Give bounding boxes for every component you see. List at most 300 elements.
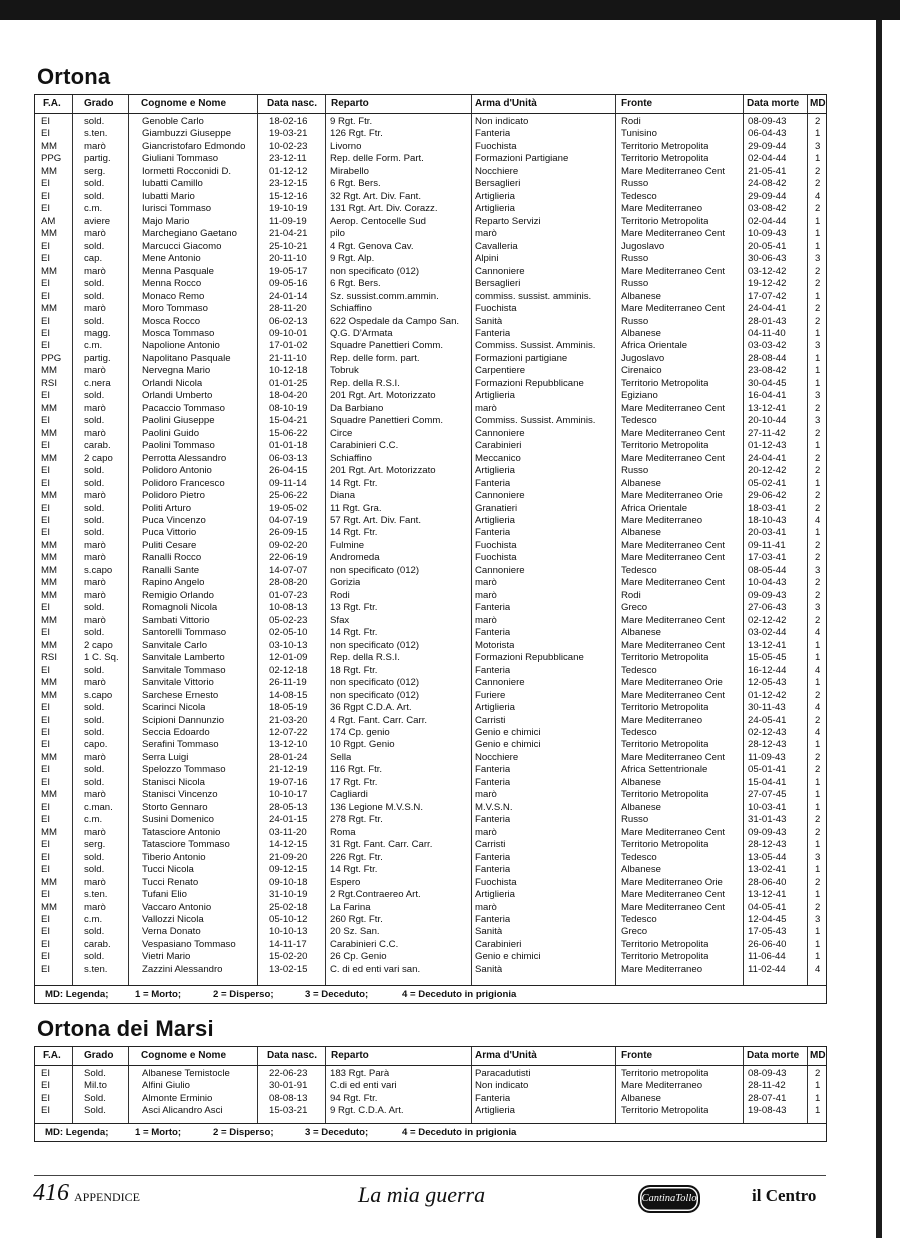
cell-data-nasc: 28-01-24 — [269, 751, 308, 763]
cell-fronte: Territorio Metropolita — [621, 652, 709, 664]
cell-grado: 1 C. Sq. — [84, 652, 119, 664]
cell-data-morte: 02-04-44 — [748, 153, 787, 165]
cell-fa: EI — [41, 664, 51, 676]
cell-cognome-nome: Tufani Elio — [142, 889, 187, 901]
cell-fronte: Mare Mediterraneo Cent — [621, 539, 725, 551]
table-row — [35, 665, 826, 677]
cell-cognome-nome: Genoble Carlo — [142, 116, 204, 127]
cell-grado: marò — [84, 789, 106, 801]
cell-arma: marò — [475, 826, 497, 838]
cell-grado: sold. — [84, 926, 105, 938]
cell-grado: carab. — [84, 440, 111, 452]
cell-fa: MM — [41, 614, 57, 626]
cell-fa: MM — [41, 365, 57, 377]
cell-fa: EI — [41, 315, 51, 327]
cell-reparto: Cagliardi — [330, 789, 368, 801]
cell-cognome-nome: Moro Tommaso — [142, 303, 208, 315]
table-row — [35, 428, 826, 440]
cell-md: 2 — [815, 714, 821, 726]
cell-md: 4 — [815, 963, 821, 975]
cell-data-nasc: 03-11-20 — [269, 826, 307, 838]
cell-reparto: pilo — [330, 228, 345, 240]
cell-cognome-nome: Asci Alicandro Asci — [142, 1105, 223, 1117]
cell-reparto: 31 Rgt. Fant. Carr. Carr. — [330, 839, 433, 851]
cell-arma: Cannoniere — [475, 677, 525, 689]
cell-grado: sold. — [84, 851, 105, 863]
cell-data-morte: 03-03-42 — [748, 340, 787, 352]
cell-fronte: Greco — [621, 926, 648, 938]
cell-md: 2 — [815, 490, 821, 502]
cell-grado: marò — [84, 589, 106, 601]
table-row — [35, 1068, 826, 1080]
cell-grado: marò — [84, 876, 106, 888]
table-row — [35, 640, 826, 652]
table-row — [35, 378, 826, 390]
cell-data-nasc: 15-02-20 — [269, 951, 308, 963]
cell-fa: MM — [41, 490, 57, 502]
cell-grado: sold. — [84, 190, 105, 202]
column-header-data-nasc: Data nasc. — [267, 1050, 318, 1061]
table-row — [35, 490, 826, 502]
cell-data-nasc: 14-12-15 — [269, 839, 308, 851]
cell-arma: Fanteria — [475, 128, 511, 140]
cell-cognome-nome: Polidoro Antonio — [142, 465, 212, 477]
cell-md: 1 — [815, 839, 821, 851]
cell-grado: c.nera — [84, 377, 111, 389]
cell-md: 1 — [815, 951, 821, 963]
cell-md: 1 — [815, 327, 821, 339]
cell-grado: sold. — [84, 278, 105, 290]
cell-fronte: Russo — [621, 814, 649, 826]
cell-data-morte: 03-08-42 — [748, 203, 787, 215]
table-row — [35, 615, 826, 627]
cell-arma: Bersaglieri — [475, 278, 521, 290]
cell-md: 4 — [815, 702, 821, 714]
cell-data-nasc: 24-01-15 — [269, 814, 308, 826]
cell-cognome-nome: Mosca Tommaso — [142, 327, 215, 339]
cell-cognome-nome: Tiberio Antonio — [142, 851, 206, 863]
cell-arma: marò — [475, 577, 497, 589]
cell-data-nasc: 08-08-13 — [269, 1092, 308, 1104]
cell-fa: MM — [41, 427, 57, 439]
cell-fronte: Jugoslavo — [621, 240, 665, 252]
cell-reparto: non specificato (012) — [330, 689, 420, 701]
cell-reparto: 201 Rgt. Art. Motorizzato — [330, 390, 436, 402]
cell-data-nasc: 21-11-10 — [269, 352, 307, 364]
cell-data-nasc: 15-06-22 — [269, 427, 308, 439]
cell-arma: Fuochista — [475, 303, 517, 315]
cell-cognome-nome: Marchegiano Gaetano — [142, 228, 237, 240]
cell-fa: EI — [41, 963, 51, 975]
table-row — [35, 951, 826, 963]
cell-grado: marò — [84, 140, 106, 152]
cell-data-nasc: 19-10-19 — [269, 203, 308, 215]
cell-data-morte: 20-10-44 — [748, 415, 787, 427]
cell-reparto: Gorizia — [330, 577, 361, 589]
cell-arma: Meccanico — [475, 452, 521, 464]
cell-cognome-nome: Tatasciore Antonio — [142, 826, 221, 838]
cell-arma: Fanteria — [475, 602, 511, 614]
cell-fronte: Mare Mediterraneo Orie — [621, 677, 723, 689]
table-row — [35, 253, 826, 265]
table-body — [35, 116, 826, 976]
cell-grado: Mil.to — [84, 1080, 107, 1092]
cell-fronte: Territorio Metropolita — [621, 739, 709, 751]
cell-fronte: Tedesco — [621, 190, 657, 202]
cell-reparto: Squadre Panettieri Comm. — [330, 415, 444, 427]
table-row — [35, 577, 826, 589]
table-row — [35, 328, 826, 340]
cell-fronte: Mare Mediterraneo — [621, 963, 703, 975]
cell-md: 4 — [815, 664, 821, 676]
cell-grado: marò — [84, 427, 106, 439]
cell-fronte: Jugoslavo — [621, 352, 665, 364]
cell-cognome-nome: Ranalli Sante — [142, 564, 200, 576]
cell-fronte: Mare Mediterraneo Cent — [621, 303, 725, 315]
cell-fa: EI — [41, 327, 51, 339]
cell-arma: marò — [475, 589, 497, 601]
page-number: 416 — [33, 1180, 69, 1206]
cell-grado: s.capo — [84, 564, 113, 576]
table-row — [35, 565, 826, 577]
cell-reparto: 136 Legione M.V.S.N. — [330, 801, 423, 813]
cell-reparto: 126 Rgt. Ftr. — [330, 128, 383, 140]
cell-reparto: 4 Rgt. Genova Cav. — [330, 240, 414, 252]
cell-fronte: Tedesco — [621, 564, 657, 576]
cell-arma: Carristi — [475, 714, 506, 726]
cell-fa: MM — [41, 639, 57, 651]
cell-cognome-nome: Pacaccio Tommaso — [142, 402, 226, 414]
cell-md: 3 — [815, 564, 821, 576]
cell-md: 2 — [815, 826, 821, 838]
cell-cognome-nome: Vallozzi Nicola — [142, 914, 204, 925]
cell-md: 1 — [815, 789, 821, 801]
cell-grado: aviere — [84, 215, 111, 227]
cell-fronte: Greco — [621, 602, 648, 614]
cell-fa: EI — [41, 253, 51, 265]
table-row — [35, 1093, 826, 1105]
cell-md: 4 — [815, 726, 821, 738]
table-row — [35, 503, 826, 515]
cell-md: 1 — [815, 228, 821, 240]
cell-md: 2 — [815, 452, 821, 464]
cell-grado: sold. — [84, 776, 105, 788]
cell-data-morte: 03-02-44 — [748, 627, 787, 639]
cell-grado: Sold. — [84, 1105, 106, 1117]
cell-fronte: Albanese — [621, 327, 662, 339]
cell-grado: sold. — [84, 116, 105, 127]
page-binding-edge — [866, 20, 900, 1238]
cell-data-nasc: 25-02-18 — [269, 901, 308, 913]
cell-grado: marò — [84, 901, 106, 913]
cell-data-nasc: 06-03-13 — [269, 452, 308, 464]
table-row — [35, 939, 826, 951]
cell-grado: partig. — [84, 153, 111, 165]
cell-fronte: Albanese — [621, 801, 662, 813]
footer-rule — [34, 1175, 826, 1176]
cell-data-morte: 13-12-41 — [748, 639, 787, 651]
cell-data-nasc: 25-06-22 — [269, 490, 308, 502]
cell-md: 1 — [815, 652, 821, 664]
cell-grado: marò — [84, 228, 106, 240]
cell-grado: s.ten. — [84, 889, 108, 901]
column-header-cognome-nome: Cognome e Nome — [141, 98, 227, 109]
cell-reparto: Circe — [330, 427, 353, 439]
cell-md: 3 — [815, 253, 821, 265]
table-row — [35, 690, 826, 702]
cell-cognome-nome: Puca Vittorio — [142, 527, 197, 539]
cell-reparto: Rep. delle Form. Part. — [330, 153, 424, 165]
cell-arma: Carabinieri — [475, 938, 522, 950]
cell-data-nasc: 15-04-21 — [269, 415, 308, 427]
cell-reparto: Schiaffino — [330, 303, 372, 315]
cell-fronte: Russo — [621, 315, 649, 327]
cell-md: 1 — [815, 527, 821, 539]
table-header-row — [35, 1047, 826, 1066]
cell-cognome-nome: Napolione Antonio — [142, 340, 220, 352]
column-header-cognome-nome: Cognome e Nome — [141, 1050, 227, 1061]
cell-md: 3 — [815, 851, 821, 863]
cell-grado: sold. — [84, 465, 105, 477]
cell-fa: MM — [41, 265, 57, 277]
cell-data-morte: 05-02-41 — [748, 477, 787, 489]
cell-arma: Fanteria — [475, 627, 511, 639]
cell-fronte: Mare Mediterraneo Cent — [621, 577, 725, 589]
cell-grado: marò — [84, 265, 106, 277]
cell-data-morte: 05-01-41 — [748, 764, 787, 776]
cell-arma: Artiglieria — [475, 1105, 515, 1117]
cell-fronte: Mare Mediterraneo Cent — [621, 427, 725, 439]
cell-cognome-nome: Giambuzzi Giuseppe — [142, 128, 232, 140]
cell-data-nasc: 10-10-17 — [269, 789, 308, 801]
cell-fronte: Tedesco — [621, 914, 657, 925]
cell-arma: Carabinieri — [475, 440, 522, 452]
cell-cognome-nome: Tatasciore Tommaso — [142, 839, 230, 851]
cell-data-morte: 21-05-41 — [748, 165, 787, 177]
cell-data-morte: 10-09-43 — [748, 228, 787, 240]
cell-arma: Artiglieria — [475, 465, 515, 477]
column-header-fa: F.A. — [43, 98, 61, 109]
cell-reparto: 183 Rgt. Parà — [330, 1068, 390, 1079]
cell-grado: marò — [84, 303, 106, 315]
cell-data-morte: 30-06-43 — [748, 253, 787, 265]
table-row — [35, 478, 826, 490]
cell-cognome-nome: Polidoro Pietro — [142, 490, 205, 502]
cell-cognome-nome: Susini Domenico — [142, 814, 214, 826]
cell-md: 2 — [815, 901, 821, 913]
cell-arma: Sanità — [475, 315, 503, 327]
cell-data-nasc: 17-01-02 — [269, 340, 308, 352]
cell-cognome-nome: Alfini Giulio — [142, 1080, 190, 1092]
table-row — [35, 203, 826, 215]
cell-fronte: Tedesco — [621, 726, 657, 738]
cell-data-morte: 16-04-41 — [748, 390, 787, 402]
cell-fronte: Mare Mediterraneo Cent — [621, 552, 725, 564]
cell-fronte: Mare Mediterraneo Cent — [621, 165, 725, 177]
cell-reparto: Rep. delle form. part. — [330, 352, 420, 364]
cell-grado: marò — [84, 402, 106, 414]
cell-fronte: Mare Mediterraneo Cent — [621, 689, 725, 701]
cell-fronte: Tedesco — [621, 851, 657, 863]
cell-reparto: Da Barbiano — [330, 402, 384, 414]
cell-data-nasc: 04-07-19 — [269, 515, 308, 526]
cell-arma: Sanità — [475, 963, 503, 975]
cell-data-nasc: 14-08-15 — [269, 689, 308, 701]
cell-md: 1 — [815, 639, 821, 651]
table-row — [35, 353, 826, 365]
cell-arma: marò — [475, 614, 497, 626]
cell-grado: marò — [84, 826, 106, 838]
cell-fa: PPG — [41, 352, 62, 364]
cell-arma: Fanteria — [475, 814, 511, 826]
table-row — [35, 715, 826, 727]
cell-arma: Furiere — [475, 689, 506, 701]
cell-fronte: Mare Mediterraneo Orie — [621, 876, 723, 888]
cell-data-nasc: 09-02-20 — [269, 539, 308, 551]
cell-md: 2 — [815, 1068, 821, 1079]
cell-grado: sold. — [84, 315, 105, 327]
cell-reparto: Roma — [330, 826, 356, 838]
cell-md: 2 — [815, 116, 821, 127]
cell-fronte: Tunisino — [621, 128, 657, 140]
cell-grado: sold. — [84, 726, 105, 738]
cell-grado: sold. — [84, 527, 105, 539]
cell-fa: EI — [41, 1092, 51, 1104]
cell-md: 1 — [815, 739, 821, 751]
cell-data-morte: 01-12-42 — [748, 689, 787, 701]
cell-md: 2 — [815, 502, 821, 514]
cell-fronte: Russo — [621, 465, 649, 477]
cell-data-morte: 13-05-44 — [748, 851, 787, 863]
cell-cognome-nome: Seccia Edoardo — [142, 726, 210, 738]
table-row — [35, 764, 826, 776]
cell-reparto: 36 Rgpt C.D.A. Art. — [330, 702, 412, 714]
table-row — [35, 291, 826, 303]
cell-reparto: 17 Rgt. Ftr. — [330, 776, 378, 788]
table-row — [35, 864, 826, 876]
cell-fa: EI — [41, 739, 51, 751]
cell-cognome-nome: Mosca Rocco — [142, 315, 201, 327]
cell-data-morte: 06-04-43 — [748, 128, 787, 140]
cell-data-nasc: 02-12-18 — [269, 664, 308, 676]
cell-data-morte: 26-06-40 — [748, 938, 787, 950]
cell-md: 2 — [815, 165, 821, 177]
cell-md: 2 — [815, 178, 821, 190]
cell-data-morte: 19-08-43 — [748, 1105, 787, 1117]
cell-arma: Motorista — [475, 639, 515, 651]
cell-cognome-nome: Tucci Renato — [142, 876, 199, 888]
cell-md: 3 — [815, 415, 821, 427]
cell-reparto: non specificato (012) — [330, 639, 420, 651]
cell-reparto: 9 Rgt. C.D.A. Art. — [330, 1105, 404, 1117]
cell-md: 1 — [815, 440, 821, 452]
cell-data-nasc: 05-10-12 — [269, 914, 308, 925]
cell-arma: Artiglieria — [475, 702, 515, 714]
cell-grado: marò — [84, 577, 106, 589]
cell-fa: AM — [41, 215, 56, 227]
column-header-fa: F.A. — [43, 1050, 61, 1061]
cell-cognome-nome: Marcucci Giacomo — [142, 240, 222, 252]
cell-cognome-nome: Puliti Cesare — [142, 539, 197, 551]
cell-grado: sold. — [84, 390, 105, 402]
cell-fronte: Africa Settentrionale — [621, 764, 708, 776]
cell-grado: sold. — [84, 764, 105, 776]
cell-fa: PPG — [41, 153, 62, 165]
table-row — [35, 116, 826, 128]
book-title: La mia guerra — [358, 1182, 486, 1207]
cell-fa: EI — [41, 602, 51, 614]
top-black-band — [0, 0, 900, 20]
cell-data-nasc: 18-02-16 — [269, 116, 308, 127]
cell-data-nasc: 11-09-19 — [269, 215, 307, 227]
table-row — [35, 440, 826, 452]
legend-item: 2 = Disperso; — [213, 1127, 274, 1138]
cell-cognome-nome: Paolini Tommaso — [142, 440, 215, 452]
cell-reparto: Espero — [330, 876, 361, 888]
cell-data-nasc: 09-11-14 — [269, 477, 307, 489]
cell-fa: EI — [41, 178, 51, 190]
cell-data-morte: 28-11-42 — [748, 1080, 786, 1092]
cell-fa: RSI — [41, 377, 57, 389]
newspaper-name: il Centro — [752, 1186, 817, 1205]
cell-md: 3 — [815, 914, 821, 925]
cell-fronte: Cirenaico — [621, 365, 662, 377]
table-row — [35, 789, 826, 801]
cell-data-nasc: 19-05-02 — [269, 502, 308, 514]
cell-data-nasc: 15-03-21 — [269, 1105, 308, 1117]
cell-cognome-nome: Vespasiano Tommaso — [142, 938, 236, 950]
cell-reparto: 116 Rgt. Ftr. — [330, 764, 383, 776]
cell-data-nasc: 09-05-16 — [269, 278, 308, 290]
cell-grado: sold. — [84, 290, 105, 302]
cell-data-nasc: 02-05-10 — [269, 627, 308, 639]
cell-grado: sold. — [84, 477, 105, 489]
cell-fronte: Mare Mediterraneo Cent — [621, 614, 725, 626]
cell-fronte: Territorio metropolita — [621, 1068, 709, 1079]
cell-reparto: Andromeda — [330, 552, 380, 564]
cell-data-morte: 24-05-41 — [748, 714, 787, 726]
cell-reparto: 20 Sz. San. — [330, 926, 380, 938]
cell-fa: MM — [41, 452, 57, 464]
cell-grado: c.m. — [84, 203, 103, 215]
cell-arma: Cannoniere — [475, 564, 525, 576]
cell-reparto: C. di ed enti vari san. — [330, 963, 421, 975]
column-header-arma: Arma d'Unità — [475, 98, 537, 109]
cell-data-nasc: 26-11-19 — [269, 677, 307, 689]
cell-reparto: Q.G. D'Armata — [330, 327, 393, 339]
cell-data-morte: 13-12-41 — [748, 889, 787, 901]
cell-data-morte: 15-04-41 — [748, 776, 787, 788]
table-row — [35, 627, 826, 639]
cell-fa: MM — [41, 564, 57, 576]
cell-data-morte: 02-12-42 — [748, 614, 787, 626]
cell-cognome-nome: Politi Arturo — [142, 502, 192, 514]
cell-data-morte: 18-03-41 — [748, 502, 787, 514]
cell-data-morte: 08-09-43 — [748, 1068, 787, 1079]
cell-cognome-nome: Stanisci Nicola — [142, 776, 205, 788]
table-row — [35, 128, 826, 140]
cell-grado: Sold. — [84, 1068, 106, 1079]
appendix-label: APPENDICE — [74, 1190, 141, 1204]
cell-reparto: Sz. sussist.comm.ammin. — [330, 290, 439, 302]
cell-grado: partig. — [84, 352, 111, 364]
cell-reparto: 11 Rgt. Gra. — [330, 502, 382, 514]
cell-grado: sold. — [84, 627, 105, 639]
cell-fronte: Albanese — [621, 477, 662, 489]
cell-data-nasc: 12-07-22 — [269, 726, 308, 738]
column-header-reparto: Reparto — [331, 98, 369, 109]
cell-data-morte: 28-01-43 — [748, 315, 787, 327]
